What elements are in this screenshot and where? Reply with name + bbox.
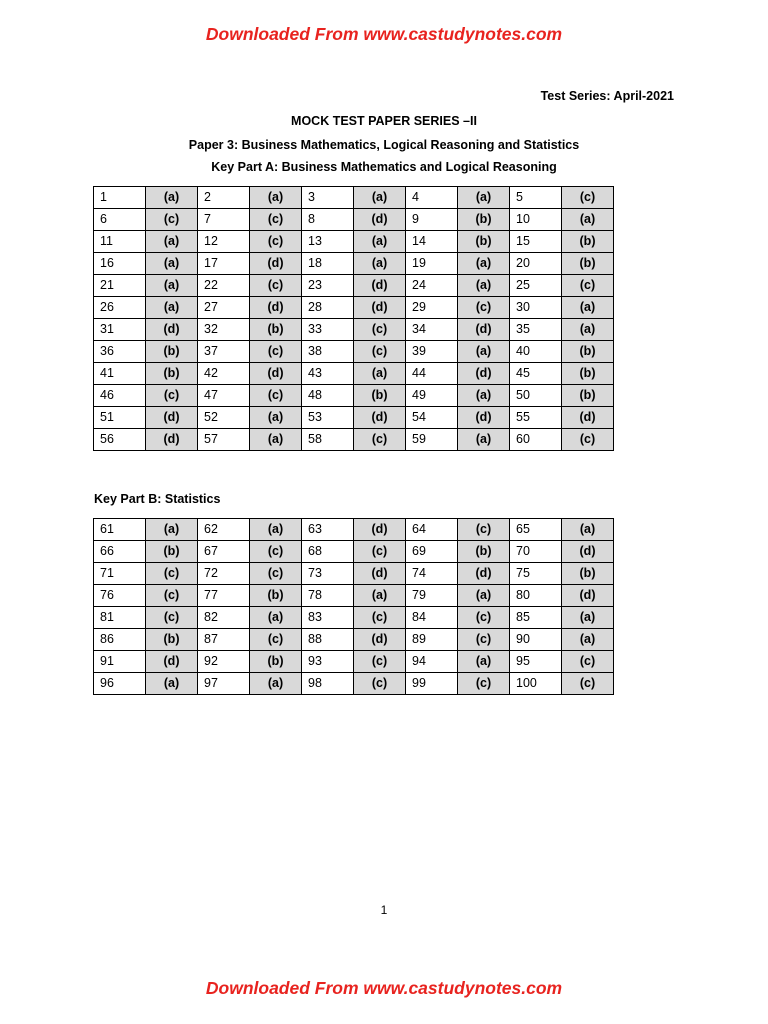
question-number-cell: 18 [302,253,354,275]
question-number-cell: 38 [302,341,354,363]
answer-cell: (a) [562,297,614,319]
table-row [94,407,614,429]
answer-cell: (c) [354,673,406,695]
answer-cell: (a) [146,673,198,695]
question-number-cell: 70 [510,541,562,563]
answer-cell: (d) [458,407,510,429]
question-number-cell: 44 [406,363,458,385]
answer-cell: (a) [354,585,406,607]
answer-cell: (b) [562,563,614,585]
answer-cell: (a) [250,673,302,695]
page-number: 1 [380,903,388,917]
answer-cell: (a) [458,187,510,209]
question-number-cell: 42 [198,363,250,385]
answer-cell: (c) [250,629,302,651]
question-number-cell: 53 [302,407,354,429]
question-number-cell: 6 [94,209,146,231]
table-row [94,209,614,231]
question-number-cell: 27 [198,297,250,319]
question-number-cell: 8 [302,209,354,231]
answer-cell: (a) [458,429,510,451]
answer-cell: (c) [250,275,302,297]
question-number-cell: 64 [406,519,458,541]
answer-cell: (b) [562,231,614,253]
question-number-cell: 11 [94,231,146,253]
question-number-cell: 87 [198,629,250,651]
question-number-cell: 48 [302,385,354,407]
question-number-cell: 31 [94,319,146,341]
answer-cell: (c) [250,209,302,231]
answer-cell: (b) [458,541,510,563]
question-number-cell: 30 [510,297,562,319]
answer-cell: (a) [146,253,198,275]
question-number-cell: 63 [302,519,354,541]
answer-cell: (c) [146,607,198,629]
question-number-cell: 33 [302,319,354,341]
table-row [94,607,614,629]
answer-cell: (d) [562,407,614,429]
question-number-cell: 12 [198,231,250,253]
answer-key-table-part-b [93,518,614,695]
table-row [94,385,614,407]
paper-title: Paper 3: Business Mathematics, Logical Reasoning and Statistics [188,138,580,152]
question-number-cell: 1 [94,187,146,209]
answer-cell: (d) [146,429,198,451]
part-b-title: Key Part B: Statistics [94,492,221,506]
question-number-cell: 17 [198,253,250,275]
download-banner-bottom: Downloaded From www.castudynotes.com [205,978,563,998]
answer-cell: (b) [250,651,302,673]
answer-cell: (b) [146,363,198,385]
answer-cell: (a) [458,275,510,297]
answer-cell: (c) [458,607,510,629]
table-row [94,363,614,385]
question-number-cell: 20 [510,253,562,275]
answer-cell: (d) [146,407,198,429]
question-number-cell: 86 [94,629,146,651]
answer-cell: (a) [354,231,406,253]
question-number-cell: 23 [302,275,354,297]
question-number-cell: 43 [302,363,354,385]
answer-cell: (a) [146,275,198,297]
question-number-cell: 22 [198,275,250,297]
question-number-cell: 32 [198,319,250,341]
answer-cell: (c) [354,607,406,629]
question-number-cell: 50 [510,385,562,407]
answer-cell: (b) [250,585,302,607]
question-number-cell: 37 [198,341,250,363]
answer-cell: (b) [562,363,614,385]
question-number-cell: 76 [94,585,146,607]
table-row [94,319,614,341]
question-number-cell: 13 [302,231,354,253]
answer-cell: (a) [250,429,302,451]
answer-cell: (a) [146,231,198,253]
answer-cell: (c) [354,429,406,451]
answer-cell: (a) [562,209,614,231]
table-row [94,651,614,673]
test-series-label: Test Series: April-2021 [540,89,674,103]
question-number-cell: 16 [94,253,146,275]
table-row [94,187,614,209]
answer-cell: (a) [562,319,614,341]
question-number-cell: 90 [510,629,562,651]
answer-cell: (c) [354,541,406,563]
question-number-cell: 46 [94,385,146,407]
question-number-cell: 21 [94,275,146,297]
answer-cell: (a) [146,297,198,319]
answer-cell: (b) [146,541,198,563]
answer-cell: (a) [250,407,302,429]
answer-cell: (d) [458,319,510,341]
question-number-cell: 41 [94,363,146,385]
answer-cell: (b) [562,341,614,363]
answer-cell: (c) [354,651,406,673]
question-number-cell: 80 [510,585,562,607]
answer-cell: (a) [146,519,198,541]
question-number-cell: 77 [198,585,250,607]
answer-key-table-part-a [93,186,614,451]
question-number-cell: 5 [510,187,562,209]
answer-cell: (d) [354,275,406,297]
question-number-cell: 89 [406,629,458,651]
answer-cell: (d) [146,651,198,673]
question-number-cell: 65 [510,519,562,541]
table-row [94,297,614,319]
question-number-cell: 28 [302,297,354,319]
question-number-cell: 66 [94,541,146,563]
question-number-cell: 98 [302,673,354,695]
question-number-cell: 57 [198,429,250,451]
table-row [94,563,614,585]
question-number-cell: 92 [198,651,250,673]
answer-cell: (d) [146,319,198,341]
question-number-cell: 83 [302,607,354,629]
question-number-cell: 75 [510,563,562,585]
question-number-cell: 99 [406,673,458,695]
answer-cell: (d) [354,209,406,231]
question-number-cell: 74 [406,563,458,585]
answer-cell: (d) [354,297,406,319]
download-banner-top: Downloaded From www.castudynotes.com [205,24,563,44]
answer-cell: (d) [354,519,406,541]
question-number-cell: 34 [406,319,458,341]
question-number-cell: 72 [198,563,250,585]
question-number-cell: 85 [510,607,562,629]
answer-cell: (c) [250,541,302,563]
question-number-cell: 7 [198,209,250,231]
question-number-cell: 45 [510,363,562,385]
answer-cell: (c) [250,563,302,585]
answer-cell: (a) [146,187,198,209]
question-number-cell: 96 [94,673,146,695]
question-number-cell: 55 [510,407,562,429]
answer-cell: (b) [146,341,198,363]
question-number-cell: 40 [510,341,562,363]
question-number-cell: 29 [406,297,458,319]
answer-cell: (c) [146,209,198,231]
answer-cell: (b) [458,231,510,253]
answer-cell: (c) [146,385,198,407]
question-number-cell: 3 [302,187,354,209]
answer-cell: (a) [458,253,510,275]
answer-cell: (b) [354,385,406,407]
answer-cell: (a) [562,607,614,629]
answer-cell: (a) [562,629,614,651]
answer-cell: (a) [458,585,510,607]
question-number-cell: 47 [198,385,250,407]
question-number-cell: 24 [406,275,458,297]
answer-cell: (b) [562,385,614,407]
question-number-cell: 52 [198,407,250,429]
question-number-cell: 71 [94,563,146,585]
question-number-cell: 2 [198,187,250,209]
table-row [94,341,614,363]
table-row [94,673,614,695]
answer-cell: (b) [562,253,614,275]
table-row [94,275,614,297]
question-number-cell: 51 [94,407,146,429]
question-number-cell: 91 [94,651,146,673]
question-number-cell: 95 [510,651,562,673]
question-number-cell: 73 [302,563,354,585]
answer-cell: (d) [354,629,406,651]
table-row [94,519,614,541]
question-number-cell: 39 [406,341,458,363]
question-number-cell: 26 [94,297,146,319]
question-number-cell: 78 [302,585,354,607]
mock-test-title: MOCK TEST PAPER SERIES –II [291,114,477,128]
answer-cell: (c) [562,275,614,297]
answer-cell: (c) [562,651,614,673]
question-number-cell: 94 [406,651,458,673]
question-number-cell: 36 [94,341,146,363]
table-row [94,629,614,651]
question-number-cell: 9 [406,209,458,231]
question-number-cell: 100 [510,673,562,695]
answer-cell: (a) [250,519,302,541]
answer-cell: (d) [250,297,302,319]
question-number-cell: 58 [302,429,354,451]
table-row [94,253,614,275]
question-number-cell: 67 [198,541,250,563]
answer-cell: (a) [354,253,406,275]
question-number-cell: 25 [510,275,562,297]
answer-cell: (d) [250,253,302,275]
question-number-cell: 69 [406,541,458,563]
table-row [94,231,614,253]
question-number-cell: 81 [94,607,146,629]
answer-cell: (c) [458,673,510,695]
question-number-cell: 97 [198,673,250,695]
answer-cell: (b) [458,209,510,231]
part-a-title: Key Part A: Business Mathematics and Logical Reasoning [211,160,557,174]
answer-cell: (c) [250,341,302,363]
question-number-cell: 10 [510,209,562,231]
answer-cell: (a) [458,385,510,407]
table-row [94,585,614,607]
answer-cell: (c) [146,563,198,585]
question-number-cell: 15 [510,231,562,253]
question-number-cell: 79 [406,585,458,607]
question-number-cell: 54 [406,407,458,429]
table-row [94,541,614,563]
question-number-cell: 82 [198,607,250,629]
question-number-cell: 4 [406,187,458,209]
question-number-cell: 93 [302,651,354,673]
answer-cell: (d) [562,541,614,563]
answer-cell: (a) [354,363,406,385]
answer-cell: (c) [354,319,406,341]
answer-cell: (d) [354,407,406,429]
answer-cell: (c) [562,187,614,209]
question-number-cell: 62 [198,519,250,541]
question-number-cell: 56 [94,429,146,451]
answer-cell: (b) [250,319,302,341]
answer-cell: (c) [146,585,198,607]
answer-cell: (c) [458,297,510,319]
answer-cell: (a) [458,651,510,673]
answer-cell: (d) [458,363,510,385]
answer-cell: (d) [250,363,302,385]
question-number-cell: 49 [406,385,458,407]
answer-cell: (d) [562,585,614,607]
answer-cell: (d) [458,563,510,585]
answer-cell: (a) [562,519,614,541]
answer-cell: (c) [250,385,302,407]
answer-cell: (c) [458,629,510,651]
answer-cell: (c) [354,341,406,363]
question-number-cell: 14 [406,231,458,253]
answer-cell: (a) [250,187,302,209]
question-number-cell: 35 [510,319,562,341]
answer-cell: (a) [354,187,406,209]
answer-cell: (a) [250,607,302,629]
question-number-cell: 68 [302,541,354,563]
answer-cell: (b) [146,629,198,651]
question-number-cell: 88 [302,629,354,651]
answer-cell: (c) [562,429,614,451]
answer-cell: (c) [562,673,614,695]
question-number-cell: 19 [406,253,458,275]
question-number-cell: 59 [406,429,458,451]
answer-cell: (c) [458,519,510,541]
question-number-cell: 84 [406,607,458,629]
question-number-cell: 61 [94,519,146,541]
answer-cell: (d) [354,563,406,585]
table-row [94,429,614,451]
question-number-cell: 60 [510,429,562,451]
answer-cell: (c) [250,231,302,253]
answer-cell: (a) [458,341,510,363]
